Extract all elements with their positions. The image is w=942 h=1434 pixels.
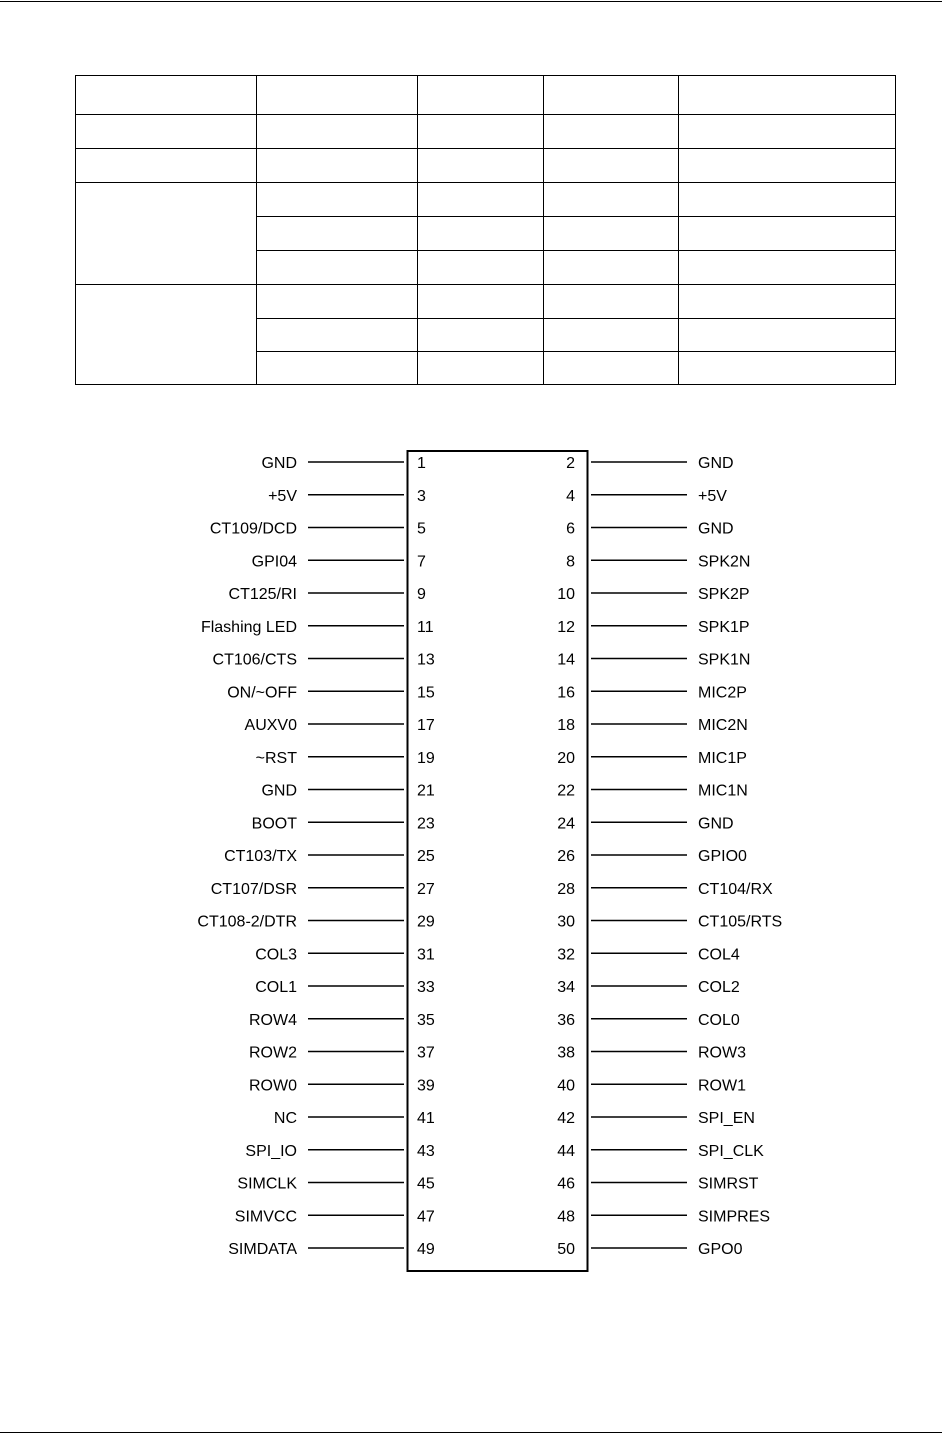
right-pin-number: 48 bbox=[557, 1208, 575, 1226]
left-pin-number: 29 bbox=[417, 913, 435, 931]
table-row bbox=[76, 149, 896, 183]
left-pin-number: 45 bbox=[417, 1175, 435, 1193]
left-pin-signal-label: +5V bbox=[268, 487, 297, 505]
table-cell bbox=[418, 76, 544, 115]
table-cell bbox=[679, 251, 896, 285]
right-pin-signal-label: ROW3 bbox=[698, 1044, 746, 1062]
left-pin-signal-label: GPI04 bbox=[251, 553, 297, 571]
right-pin-signal-label: SPK2P bbox=[698, 586, 750, 603]
table-cell bbox=[418, 319, 544, 352]
table-cell bbox=[544, 115, 679, 149]
left-pin-signal-label: GND bbox=[261, 782, 297, 800]
left-pin-number: 49 bbox=[417, 1241, 435, 1258]
right-pin-signal-label: COL4 bbox=[698, 946, 740, 964]
right-pin-signal-label: SIMPRES bbox=[698, 1208, 771, 1226]
right-pin-number: 24 bbox=[557, 815, 575, 833]
left-pin-signal-label: SPI_IO bbox=[245, 1142, 297, 1160]
right-pin-signal-label: GPIO0 bbox=[698, 848, 747, 865]
right-pin-signal-label: MIC2N bbox=[698, 717, 748, 734]
left-pin-number: 47 bbox=[417, 1208, 435, 1226]
right-pin-signal-label: SIMRST bbox=[698, 1175, 759, 1193]
right-pin-signal-label: SPK2N bbox=[698, 553, 751, 571]
table-cell bbox=[257, 319, 418, 352]
right-pin-signal-label: MIC1P bbox=[698, 749, 747, 767]
table-cell bbox=[418, 352, 544, 385]
table-cell bbox=[76, 115, 257, 149]
left-pin-signal-label: AUXV0 bbox=[244, 717, 297, 734]
left-pin-number: 39 bbox=[417, 1077, 435, 1095]
right-pin-number: 42 bbox=[557, 1110, 575, 1127]
table-cell bbox=[76, 76, 257, 115]
right-pin-number: 8 bbox=[566, 553, 575, 571]
table-row bbox=[76, 183, 896, 217]
table-cell bbox=[418, 285, 544, 319]
right-pin-signal-label: COL0 bbox=[698, 1011, 740, 1029]
table-cell bbox=[257, 115, 418, 149]
right-pin-number: 4 bbox=[566, 487, 575, 505]
right-pin-signal-label: GPO0 bbox=[698, 1241, 743, 1258]
right-pin-signal-label: SPK1N bbox=[698, 651, 751, 669]
left-pin-number: 21 bbox=[417, 782, 435, 800]
left-pin-signal-label: NC bbox=[273, 1110, 297, 1127]
left-pin-signal-label: SIMVCC bbox=[234, 1208, 297, 1226]
left-pin-signal-label: SIMCLK bbox=[237, 1175, 297, 1193]
right-pin-signal-label: COL2 bbox=[698, 979, 740, 996]
left-pin-number: 11 bbox=[417, 618, 434, 636]
table-cell bbox=[544, 183, 679, 217]
right-pin-number: 18 bbox=[557, 717, 575, 734]
left-pin-number: 33 bbox=[417, 979, 435, 996]
table-cell bbox=[257, 183, 418, 217]
table-cell bbox=[418, 217, 544, 251]
right-pin-number: 2 bbox=[566, 455, 575, 472]
table-cell bbox=[679, 352, 896, 385]
table-cell bbox=[257, 285, 418, 319]
table-cell bbox=[418, 149, 544, 183]
left-pin-signal-label: CT108-2/DTR bbox=[197, 913, 297, 931]
right-pin-signal-label: MIC1N bbox=[698, 782, 748, 800]
table-row bbox=[76, 76, 896, 115]
left-pin-signal-label: COL3 bbox=[255, 946, 297, 964]
table-cell bbox=[679, 285, 896, 319]
left-pin-number: 17 bbox=[417, 717, 435, 734]
table-row bbox=[76, 285, 896, 319]
table-cell bbox=[257, 149, 418, 183]
right-pin-number: 6 bbox=[566, 520, 575, 538]
left-pin-signal-label: COL1 bbox=[255, 979, 297, 996]
left-pin-signal-label: ROW2 bbox=[249, 1044, 297, 1062]
table-cell bbox=[679, 149, 896, 183]
left-pin-number: 35 bbox=[417, 1011, 435, 1029]
left-pin-signal-label: CT107/DSR bbox=[210, 880, 297, 898]
table-cell bbox=[544, 149, 679, 183]
right-pin-number: 38 bbox=[557, 1044, 575, 1062]
right-pin-number: 44 bbox=[557, 1142, 575, 1160]
right-pin-number: 32 bbox=[557, 946, 575, 964]
right-pin-number: 28 bbox=[557, 880, 575, 898]
spec-table-container bbox=[75, 75, 895, 384]
left-pin-number: 1 bbox=[417, 455, 426, 472]
table-cell bbox=[257, 251, 418, 285]
table-cell bbox=[418, 115, 544, 149]
right-pin-number: 20 bbox=[557, 749, 575, 767]
right-pin-signal-label: SPI_CLK bbox=[698, 1142, 764, 1160]
right-pin-number: 16 bbox=[557, 684, 575, 702]
right-pin-signal-label: GND bbox=[698, 455, 734, 472]
table-cell bbox=[679, 76, 896, 115]
right-pin-signal-label: SPI_EN bbox=[698, 1110, 755, 1127]
right-pin-signal-label: SPK1P bbox=[698, 618, 750, 636]
right-pin-number: 40 bbox=[557, 1077, 575, 1095]
table-cell bbox=[257, 352, 418, 385]
connector-pinout-diagram bbox=[0, 440, 942, 1285]
right-pin-number: 22 bbox=[557, 782, 575, 800]
right-pin-signal-label: +5V bbox=[698, 487, 727, 505]
table-cell-merged bbox=[76, 183, 257, 285]
left-pin-number: 13 bbox=[417, 651, 435, 669]
table-cell bbox=[544, 217, 679, 251]
right-pin-number: 34 bbox=[557, 979, 575, 996]
left-pin-number: 15 bbox=[417, 684, 435, 702]
table-cell bbox=[544, 319, 679, 352]
left-pin-number: 31 bbox=[417, 946, 435, 964]
table-cell-merged bbox=[76, 285, 257, 385]
left-pin-number: 3 bbox=[417, 487, 426, 505]
right-pin-signal-label: GND bbox=[698, 815, 734, 833]
left-pin-signal-label: ROW4 bbox=[249, 1011, 297, 1029]
left-pin-signal-label: ON/~OFF bbox=[227, 684, 297, 702]
right-pin-signal-label: ROW1 bbox=[698, 1077, 746, 1095]
left-pin-number: 19 bbox=[417, 749, 435, 767]
left-pin-number: 43 bbox=[417, 1142, 435, 1160]
table-cell bbox=[679, 319, 896, 352]
right-pin-number: 46 bbox=[557, 1175, 575, 1193]
table-cell bbox=[418, 183, 544, 217]
table-cell bbox=[679, 115, 896, 149]
left-pin-signal-label: GND bbox=[261, 455, 297, 472]
right-pin-number: 30 bbox=[557, 913, 575, 931]
right-pin-number: 10 bbox=[557, 586, 575, 603]
left-pin-number: 9 bbox=[417, 586, 426, 603]
left-pin-number: 25 bbox=[417, 848, 435, 865]
right-pin-number: 12 bbox=[557, 618, 575, 636]
right-pin-number: 36 bbox=[557, 1011, 575, 1029]
right-pin-number: 50 bbox=[557, 1241, 575, 1258]
right-pin-number: 26 bbox=[557, 848, 575, 865]
left-pin-signal-label: Flashing LED bbox=[200, 618, 297, 636]
table-cell bbox=[679, 217, 896, 251]
table-cell bbox=[679, 183, 896, 217]
left-pin-signal-label: CT109/DCD bbox=[209, 520, 297, 538]
left-pin-number: 7 bbox=[417, 553, 426, 571]
table-row bbox=[76, 115, 896, 149]
table-cell bbox=[544, 251, 679, 285]
spec-table bbox=[75, 75, 896, 385]
table-cell bbox=[257, 76, 418, 115]
right-pin-signal-label: MIC2P bbox=[698, 684, 747, 702]
left-pin-signal-label: SIMDATA bbox=[228, 1241, 297, 1258]
page-top-rule bbox=[0, 1, 942, 2]
left-pin-signal-label: ROW0 bbox=[249, 1077, 297, 1095]
table-cell bbox=[257, 217, 418, 251]
right-pin-signal-label: GND bbox=[698, 520, 734, 538]
table-cell bbox=[76, 149, 257, 183]
left-pin-number: 27 bbox=[417, 880, 435, 898]
right-pin-number: 14 bbox=[557, 651, 575, 669]
table-cell bbox=[544, 285, 679, 319]
left-pin-signal-label: CT125/RI bbox=[228, 586, 297, 603]
left-pin-number: 37 bbox=[417, 1044, 435, 1062]
left-pin-signal-label: BOOT bbox=[251, 815, 297, 833]
left-pin-number: 23 bbox=[417, 815, 435, 833]
left-pin-signal-label: CT103/TX bbox=[224, 848, 297, 865]
table-cell bbox=[544, 76, 679, 115]
left-pin-signal-label: ~RST bbox=[255, 749, 297, 767]
right-pin-signal-label: CT105/RTS bbox=[698, 913, 783, 931]
left-pin-number: 5 bbox=[417, 520, 426, 538]
table-cell bbox=[544, 352, 679, 385]
right-pin-signal-label: CT104/RX bbox=[698, 880, 773, 898]
left-pin-signal-label: CT106/CTS bbox=[212, 651, 297, 669]
pin-group bbox=[197, 455, 782, 1258]
table-cell bbox=[418, 251, 544, 285]
left-pin-number: 41 bbox=[417, 1110, 435, 1127]
page-bottom-rule bbox=[0, 1432, 942, 1433]
